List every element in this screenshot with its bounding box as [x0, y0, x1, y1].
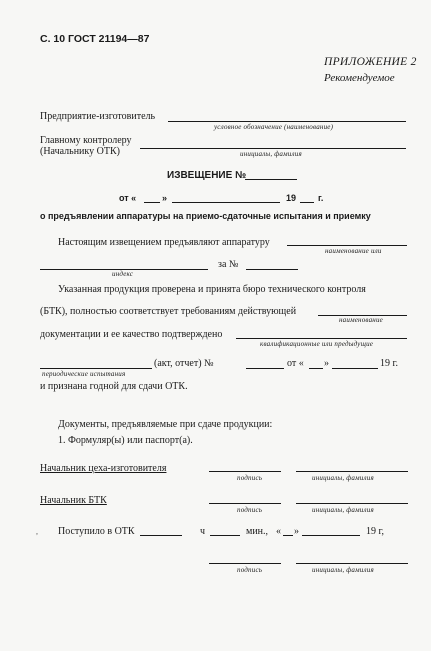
- head-btk-label: Начальник БТК: [40, 495, 107, 506]
- p2-c-caption: квалификационные или предыдущие: [260, 340, 374, 348]
- head-btk-name-caption: инициалы, фамилия: [312, 506, 374, 514]
- received-minutes: мин.,: [246, 526, 269, 537]
- p1-text: Настоящим извещением предъявляют аппаратуру: [58, 237, 270, 248]
- received-minutes-line: [210, 535, 240, 536]
- head-workshop-name-caption: инициалы, фамилия: [312, 474, 374, 482]
- doc-item-1: 1. Формуляр(ы) или паспорт(а).: [58, 435, 193, 446]
- appendix-status: Рекомендуемое: [324, 72, 395, 84]
- notice-date-quote: »: [162, 193, 168, 203]
- p1-caption: наименование или: [325, 247, 382, 255]
- notice-number-line: [245, 179, 297, 180]
- head-btk-name-line: [296, 503, 408, 504]
- received-date-close: »: [294, 526, 299, 537]
- act-quote-close: »: [324, 358, 329, 369]
- head-workshop-signature-caption: подпись: [237, 474, 263, 482]
- act-number-line: [246, 368, 284, 369]
- p1-line: [287, 245, 407, 246]
- received-name-caption: инициалы, фамилия: [312, 566, 374, 574]
- head-workshop-signature-line: [209, 471, 281, 472]
- recipient-line1: Главному контролеру: [40, 135, 132, 146]
- page-label: С. 10 ГОСТ 21194—87: [40, 33, 150, 45]
- received-month-line: [302, 535, 360, 536]
- notice-day-line: [144, 202, 160, 203]
- received-day-line: [283, 535, 293, 536]
- notice-title: ИЗВЕЩЕНИЕ №: [167, 170, 247, 181]
- received-signature-caption: подпись: [237, 566, 263, 574]
- recipient-line: [140, 148, 406, 149]
- received-label: Поступило в ОТК: [58, 526, 135, 537]
- manufacturer-line: [168, 121, 406, 122]
- head-workshop-name-line: [296, 471, 408, 472]
- batch-label: за №: [218, 259, 239, 270]
- notice-date-from: от «: [119, 193, 137, 203]
- received-hours-line: [140, 535, 182, 536]
- act-year: 19 г.: [380, 358, 398, 369]
- tests-line: [40, 368, 152, 369]
- received-year: 19 г,: [366, 526, 384, 537]
- head-btk-signature-line: [209, 503, 281, 504]
- received-name-line: [296, 563, 408, 564]
- p2-line-a: Указанная продукция проверена и принята бюро технического контроля: [58, 284, 366, 295]
- p2-line-b: (БТК), полностью соответствует требованиям действующей: [40, 306, 297, 317]
- manufacturer-label: Предприятие-изготовитель: [40, 111, 156, 122]
- appendix-title: ПРИЛОЖЕНИЕ 2: [324, 56, 417, 68]
- approved-text: и признана годной для сдачи ОТК.: [40, 381, 188, 392]
- received-date-open: «: [276, 526, 281, 537]
- manufacturer-caption: условное обозначение (наименование): [214, 123, 334, 131]
- index-caption: индекс: [112, 270, 134, 278]
- head-workshop-label: Начальник цеха-изготовителя: [40, 463, 167, 474]
- notice-month-line: [172, 202, 280, 203]
- notice-year-line: [300, 202, 314, 203]
- p2-line-c: документации и ее качество подтверждено: [40, 329, 223, 340]
- margin-mark: ,: [36, 527, 38, 536]
- notice-year-suffix: г.: [318, 193, 324, 203]
- tests-caption: периодические испытания: [42, 370, 126, 378]
- recipient-caption: инициалы, фамилия: [240, 150, 302, 158]
- notice-year: 19: [286, 193, 297, 203]
- notice-subject: о предъявлении аппаратуры на приемо-сдаточные испытания и приемку: [40, 211, 371, 221]
- received-signature-line: [209, 563, 281, 564]
- p2-c-line: [236, 338, 407, 339]
- recipient-line2: (Начальнику ОТК): [40, 146, 120, 157]
- act-day-line: [309, 368, 323, 369]
- p2-b-caption: наименование: [339, 316, 383, 324]
- act-month-line: [332, 368, 378, 369]
- batch-line: [246, 269, 298, 270]
- act-label: (акт, отчет) №: [154, 358, 214, 369]
- docs-intro: Документы, предъявляемые при сдаче продукции:: [58, 419, 273, 430]
- received-hours: ч: [200, 526, 206, 537]
- head-btk-signature-caption: подпись: [237, 506, 263, 514]
- act-from: от «: [287, 358, 304, 369]
